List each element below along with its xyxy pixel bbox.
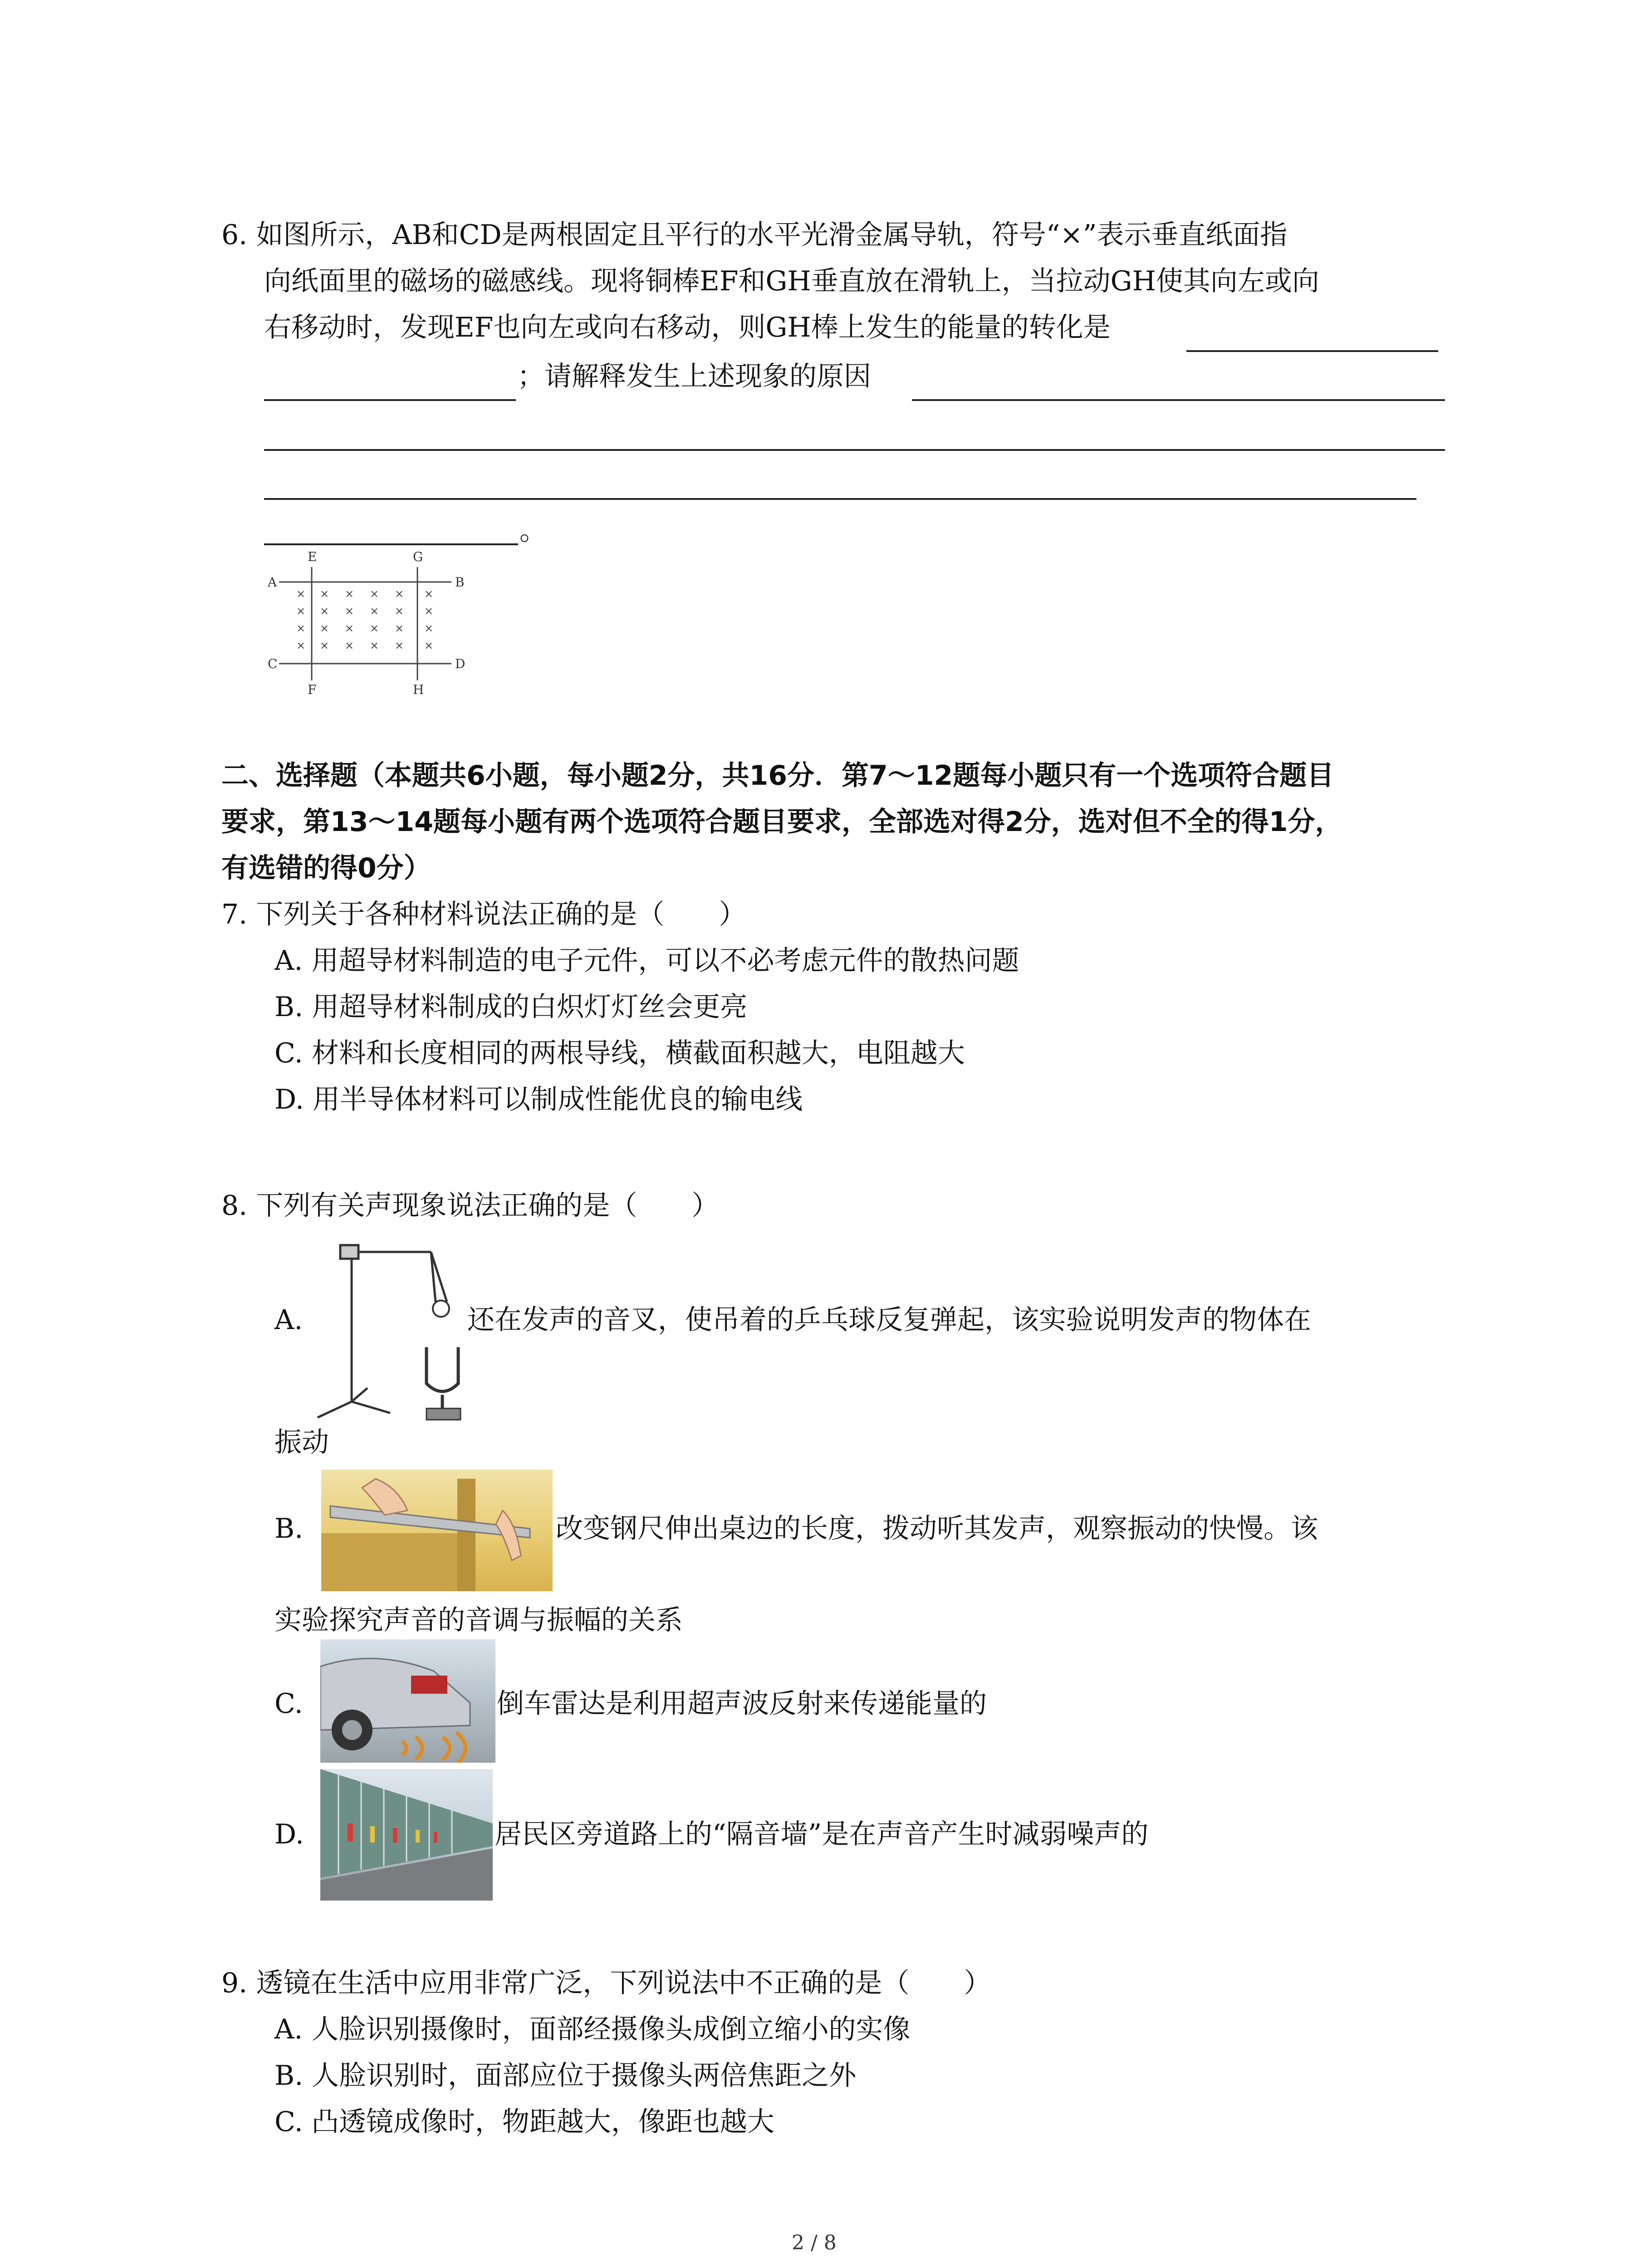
field-cross-mark: × [424, 639, 434, 652]
q8-stem: 8. 下列有关声现象说法正确的是（ ） [221, 1190, 719, 1222]
section2-heading-line-3: 有选错的得0分） [221, 852, 431, 884]
steel-ruler-image [321, 1470, 553, 1591]
q9-option-c[interactable]: C. 凸透镜成像时，物距越大，像距也越大 [274, 2106, 774, 2138]
label-H: H [413, 682, 424, 697]
label-F: F [308, 682, 317, 697]
page-number: 2 / 8 [792, 2231, 837, 2254]
q8-option-a-label[interactable]: A. [274, 1304, 303, 1336]
field-cross-mark: × [345, 605, 354, 617]
q8-option-d-text[interactable]: 居民区旁道路上的“隔音墙”是在声音产生时减弱噪声的 [495, 1818, 1149, 1850]
q6-blank-2b[interactable] [264, 449, 1445, 451]
field-cross-mark: × [395, 622, 404, 635]
q6-line-2: 向纸面里的磁场的磁感线。现将铜棒EF和GH垂直放在滑轨上，当拉动GH使其向左或向 [264, 265, 1319, 297]
field-cross-mark: × [395, 605, 404, 617]
field-cross-mark: × [345, 587, 354, 600]
q6-line-4: ；请解释发生上述现象的原因 [517, 361, 871, 392]
label-C: C [268, 656, 278, 671]
tuning-fork-ball-image [313, 1234, 465, 1424]
field-cross-mark: × [296, 587, 306, 600]
rails-magnetic-field-figure [261, 547, 474, 701]
field-cross-mark: × [345, 639, 354, 652]
q6-line-3: 右移动时，发现EF也向左或向右移动，则GH棒上发生的能量的转化是 [264, 312, 1111, 343]
q6-end-mark: 。 [519, 515, 547, 547]
field-cross-mark: × [345, 622, 354, 635]
field-cross-mark: × [370, 605, 379, 617]
reverse-radar-car-image [320, 1639, 495, 1763]
q6-blank-2d[interactable] [264, 543, 518, 545]
q7-option-b[interactable]: B. 用超导材料制成的白炽灯灯丝会更亮 [274, 991, 748, 1023]
field-cross-mark: × [370, 639, 379, 652]
q8-option-b-text[interactable]: 改变钢尺伸出桌边的长度，拨动听其发声，观察振动的快慢。该 [556, 1513, 1318, 1545]
q7-stem: 7. 下列关于各种材料说法正确的是（ ） [221, 899, 746, 930]
q8-option-c-text[interactable]: 倒车雷达是利用超声波反射来传递能量的 [497, 1688, 987, 1720]
label-A: A [268, 575, 277, 590]
q8-option-b-label[interactable]: B. [274, 1513, 304, 1545]
q7-option-c[interactable]: C. 材料和长度相同的两根导线，横截面积越大，电阻越大 [274, 1037, 965, 1069]
q6-line-1: 6. 如图所示，AB和CD是两根固定且平行的水平光滑金属导轨，符号“×”表示垂直纸面指 [221, 219, 1288, 251]
field-cross-mark: × [424, 605, 434, 617]
q7-option-a[interactable]: A. 用超导材料制造的电子元件，可以不必考虑元件的散热问题 [274, 945, 1019, 977]
section2-heading-line-1: 二、选择题（本题共6小题，每小题2分，共16分．第7～12题每小题只有一个选项符合题目 [221, 760, 1334, 792]
q9-stem: 9. 透镜在生活中应用非常广泛，下列说法中不正确的是（ ） [221, 1967, 991, 1999]
q6-blank-2c[interactable] [264, 498, 1416, 500]
field-cross-mark: × [370, 587, 379, 600]
field-cross-mark: × [395, 639, 404, 652]
field-cross-mark: × [296, 605, 306, 617]
q8-option-a-text[interactable]: 还在发声的音叉，使吊着的乒乓球反复弹起，该实验说明发声的物体在 [467, 1304, 1311, 1336]
q9-option-b[interactable]: B. 人脸识别时，面部应位于摄像头两倍焦距之外 [274, 2060, 857, 2092]
section2-heading-line-2: 要求，第13～14题每小题有两个选项符合题目要求，全部选对得2分，选对但不全的得1分， [221, 806, 1342, 838]
field-cross-mark: × [320, 605, 329, 617]
q6-blank-2a[interactable] [912, 399, 1445, 401]
field-cross-mark: × [296, 639, 306, 652]
label-G: G [413, 549, 423, 564]
q6-blank-1b[interactable] [264, 399, 516, 401]
sound-barrier-wall-image [320, 1769, 493, 1901]
q7-option-d[interactable]: D. 用半导体材料可以制成性能优良的输电线 [274, 1084, 803, 1115]
label-B: B [455, 575, 465, 590]
q8-option-b-continuation: 实验探究声音的音调与振幅的关系 [274, 1604, 683, 1636]
field-cross-mark: × [424, 587, 434, 600]
q6-blank-1a[interactable] [1186, 350, 1438, 352]
field-cross-mark: × [320, 639, 329, 652]
q8-option-c-label[interactable]: C. [274, 1688, 303, 1720]
label-D: D [455, 656, 465, 671]
q8-option-d-label[interactable]: D. [274, 1818, 304, 1850]
q8-option-a-continuation: 振动 [274, 1427, 329, 1458]
field-cross-mark: × [296, 622, 306, 635]
label-E: E [308, 549, 317, 564]
field-cross-mark: × [320, 622, 329, 635]
q9-option-a[interactable]: A. 人脸识别摄像时，面部经摄像头成倒立缩小的实像 [274, 2014, 911, 2045]
field-cross-mark: × [370, 622, 379, 635]
field-cross-mark: × [424, 622, 434, 635]
field-cross-mark: × [395, 587, 404, 600]
field-cross-mark: × [320, 587, 329, 600]
